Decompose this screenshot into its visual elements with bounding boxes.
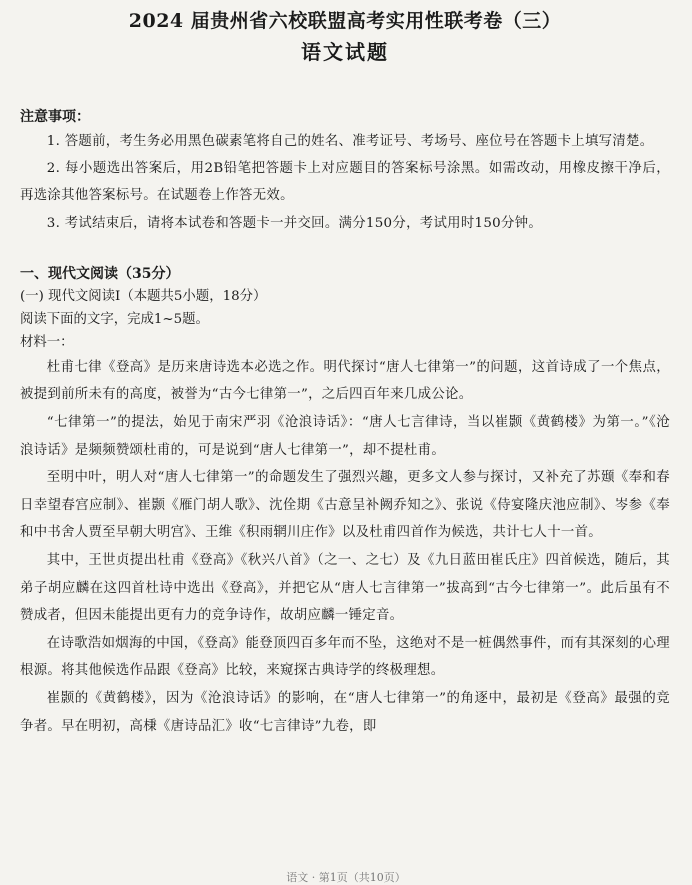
notes-heading: 注意事项： [20, 109, 90, 125]
note-item: 1. 答题前，考生务必用黑色碳素笔将自己的姓名、准考证号、考场号、座位号在答题卡上填写清楚。 [46, 134, 654, 149]
instruction: 阅读下面的文字，完成1~5题。 [20, 311, 209, 327]
passage-paragraph: “七律第一”的提法，始见于南宋严羽《沧浪诗话》：“唐人七言律诗，当以崔颢《黄鹤楼》为第一。”《沧浪诗话》是频频赞颂杜甫的，可是说到“唐人七律第一”，却不提杜甫。 [20, 415, 670, 458]
passage-paragraph: 杜甫七律《登高》是历来唐诗选本必选之作。明代探讨“唐人七律第一”的问题，这首诗成了一个焦点，被提到前所未有的高度，被誉为“古今七律第一”，之后四百年来几成公论。 [20, 359, 670, 403]
page-footer: 语文 · 第1页（共10页） [286, 871, 406, 884]
reading-passage [20, 354, 670, 740]
section-heading: 一、现代文阅读（35分） [20, 265, 180, 282]
notes-list [20, 128, 670, 237]
passage-paragraph: 其中，王世贞提出杜甫《登高》《秋兴八首》（之一、之七）及《九日蓝田崔氏庄》四首候选，随后，其弟子胡应麟在这四首杜诗中选出《登高》，并把它从“唐人七言律第一”拔高到“古今七律第一”。此后虽有不赞成者，但因未能提出更有力的竞争诗作，故胡应麟一锤定音。 [20, 552, 670, 624]
material-label: 材料一： [20, 334, 74, 350]
note-item: 3. 考试结束后，请将本试卷和答题卡一并交回。满分150分，考试用时150分钟。 [46, 215, 543, 231]
passage-paragraph: 至明中叶，明人对“唐人七律第一”的命题发生了强烈兴趣，更多文人参与探讨，又补充了苏颋《奉和春日幸望春宫应制》、崔颢《雁门胡人歌》、沈佺期《古意呈补阙乔知之》、张说《侍宴隆庆池应制》、岑参《奉和中书舍人贾至早朝大明宫》、王维《积雨辋川庄作》以及杜甫四首作为候选，共计七人十一首。 [20, 470, 670, 541]
passage-paragraph: 崔颢的《黄鹤楼》，因为《沧浪诗话》的影响，在“唐人七律第一”的角逐中，最初是《登高》最强的竞争者。早在明初，高棅《唐诗品汇》收“七言律诗”九卷，即 [20, 690, 670, 734]
note-item: 2. 每小题选出答案后，用2B铅笔把答题卡上对应题目的答案标号涂黑。如需改动，用橡皮擦干净后，再选涂其他答案标号。在试题卷上作答无效。 [20, 161, 670, 204]
exam-page [0, 8, 692, 884]
passage-paragraph: 在诗歌浩如烟海的中国，《登高》能登顶四百多年而不坠，这绝对不是一桩偶然事件，而有其深刻的心理根源。将其他候选作品跟《登高》比较，来窥探古典诗学的终极理想。 [20, 635, 670, 679]
exam-title: 2024 届贵州省六校联盟高考实用性联考卷（三） [128, 10, 562, 32]
sub-heading: (一) 现代文阅读Ⅰ（本题共5小题，18分） [20, 288, 267, 304]
exam-subtitle: 语文试题 [301, 40, 389, 64]
